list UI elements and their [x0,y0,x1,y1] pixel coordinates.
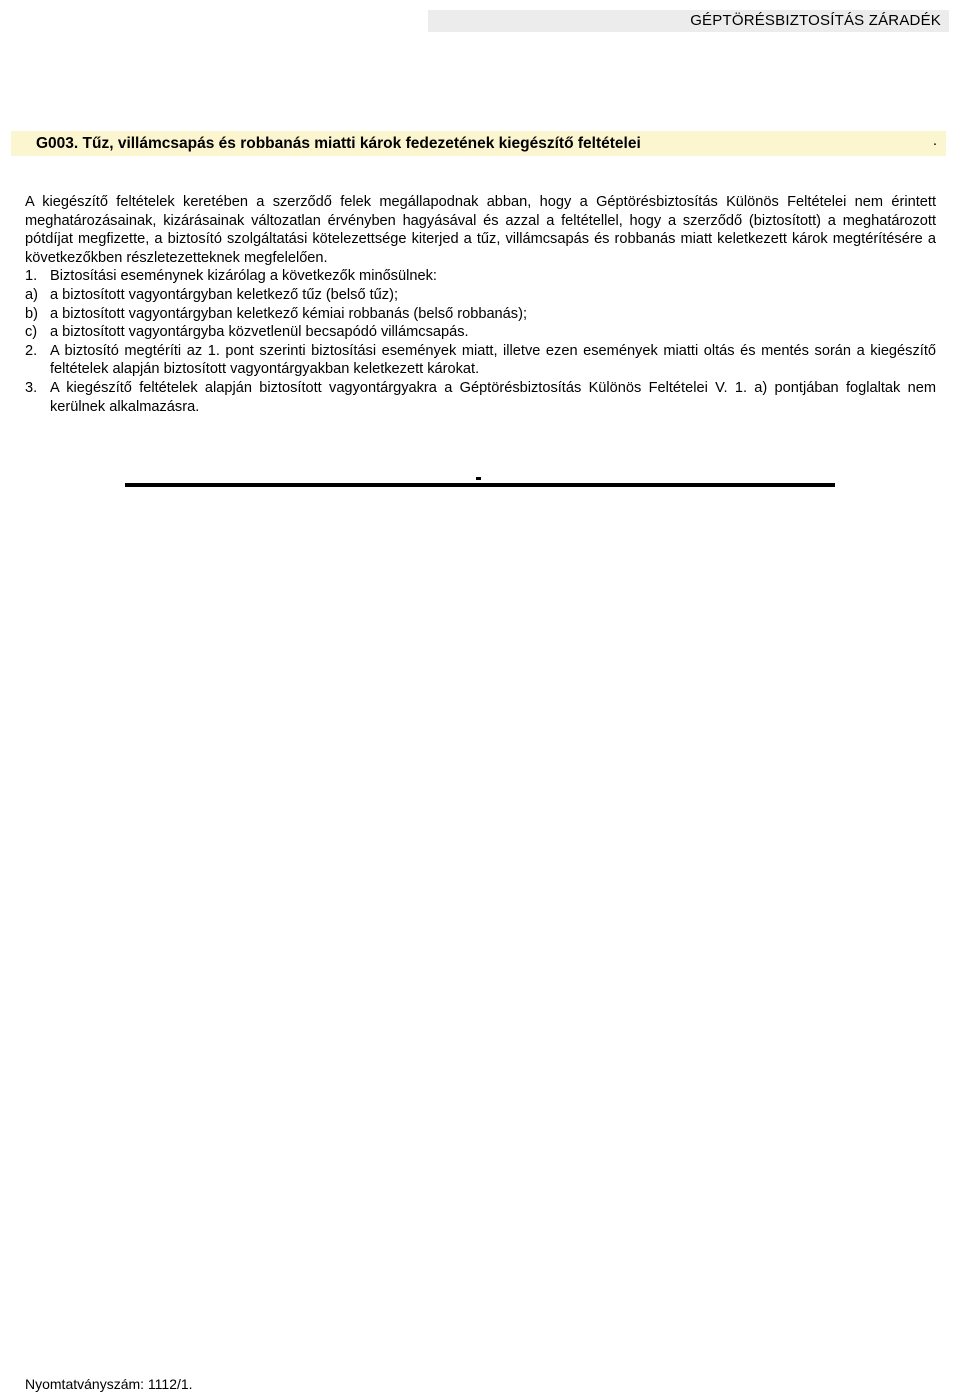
item-text: Biztosítási eseménynek kizárólag a következők minősülnek: [50,268,437,285]
item-number: 3. [25,379,38,396]
sub-item-a [25,286,936,305]
intro-paragraph: A kiegészítő feltételek keretében a szerződő felek megállapodnak abban, hogy a Géptörésbiztosítás Különös Feltételei nem érintett meghatározásainak, kizárásainak változatlan érvényben hagyásával és azzal a feltétellel, hogy a szerződő (biztosított) a meghatározott pótdíjat megfizette, a biztosító szolgáltatási kötelezettsége kiterjed a tűz, villámcsapás és robbanás miatt keletkezett károk megtérítésére a következőkben részletezetteknek megfelelően. [25,194,936,266]
document-body [25,193,936,416]
list-item-3 [25,379,936,416]
separator-dot [476,477,481,480]
item-text: A biztosító megtéríti az 1. pont szerinti biztosítási események miatt, illetve ezen események miatti oltás és mentés során a kiegészítő feltételek alapján biztosított vagyontárgyakban keletkezett károkat. [50,342,936,378]
title-dot: . [932,132,937,149]
item-text: A kiegészítő feltételek alapján biztosított vagyontárgyakra a Géptörésbiztosítás Különös Feltételei V. 1. a) pontjában foglaltak nem kerülnek alkalmazásra. [50,379,936,415]
sub-item-text: a biztosított vagyontárgyba közvetlenül becsapódó villámcsapás. [50,324,469,341]
form-number: Nyomtatványszám: 1112/1. [25,1376,193,1392]
sub-item-text: a biztosított vagyontárgyban keletkező tűz (belső tűz); [50,286,399,303]
section-title-bar [11,131,946,156]
section-title: G003. Tűz, villámcsapás és robbanás miatti károk fedezetének kiegészítő feltételei [36,135,641,152]
horizontal-rule [125,483,835,487]
sub-item-letter: b) [25,305,38,322]
sub-item-c [25,323,936,342]
item-number: 2. [25,342,38,359]
list-item-2 [25,342,936,379]
sub-item-text: a biztosított vagyontárgyban keletkező kémiai robbanás (belső robbanás); [50,305,528,322]
sub-item-letter: c) [25,324,38,341]
document-header-title: GÉPTÖRÉSBIZTOSÍTÁS ZÁRADÉK [428,10,949,32]
item-number: 1. [25,268,38,285]
sub-item-b [25,305,936,324]
list-item-1 [25,267,936,286]
sub-item-letter: a) [25,286,38,303]
